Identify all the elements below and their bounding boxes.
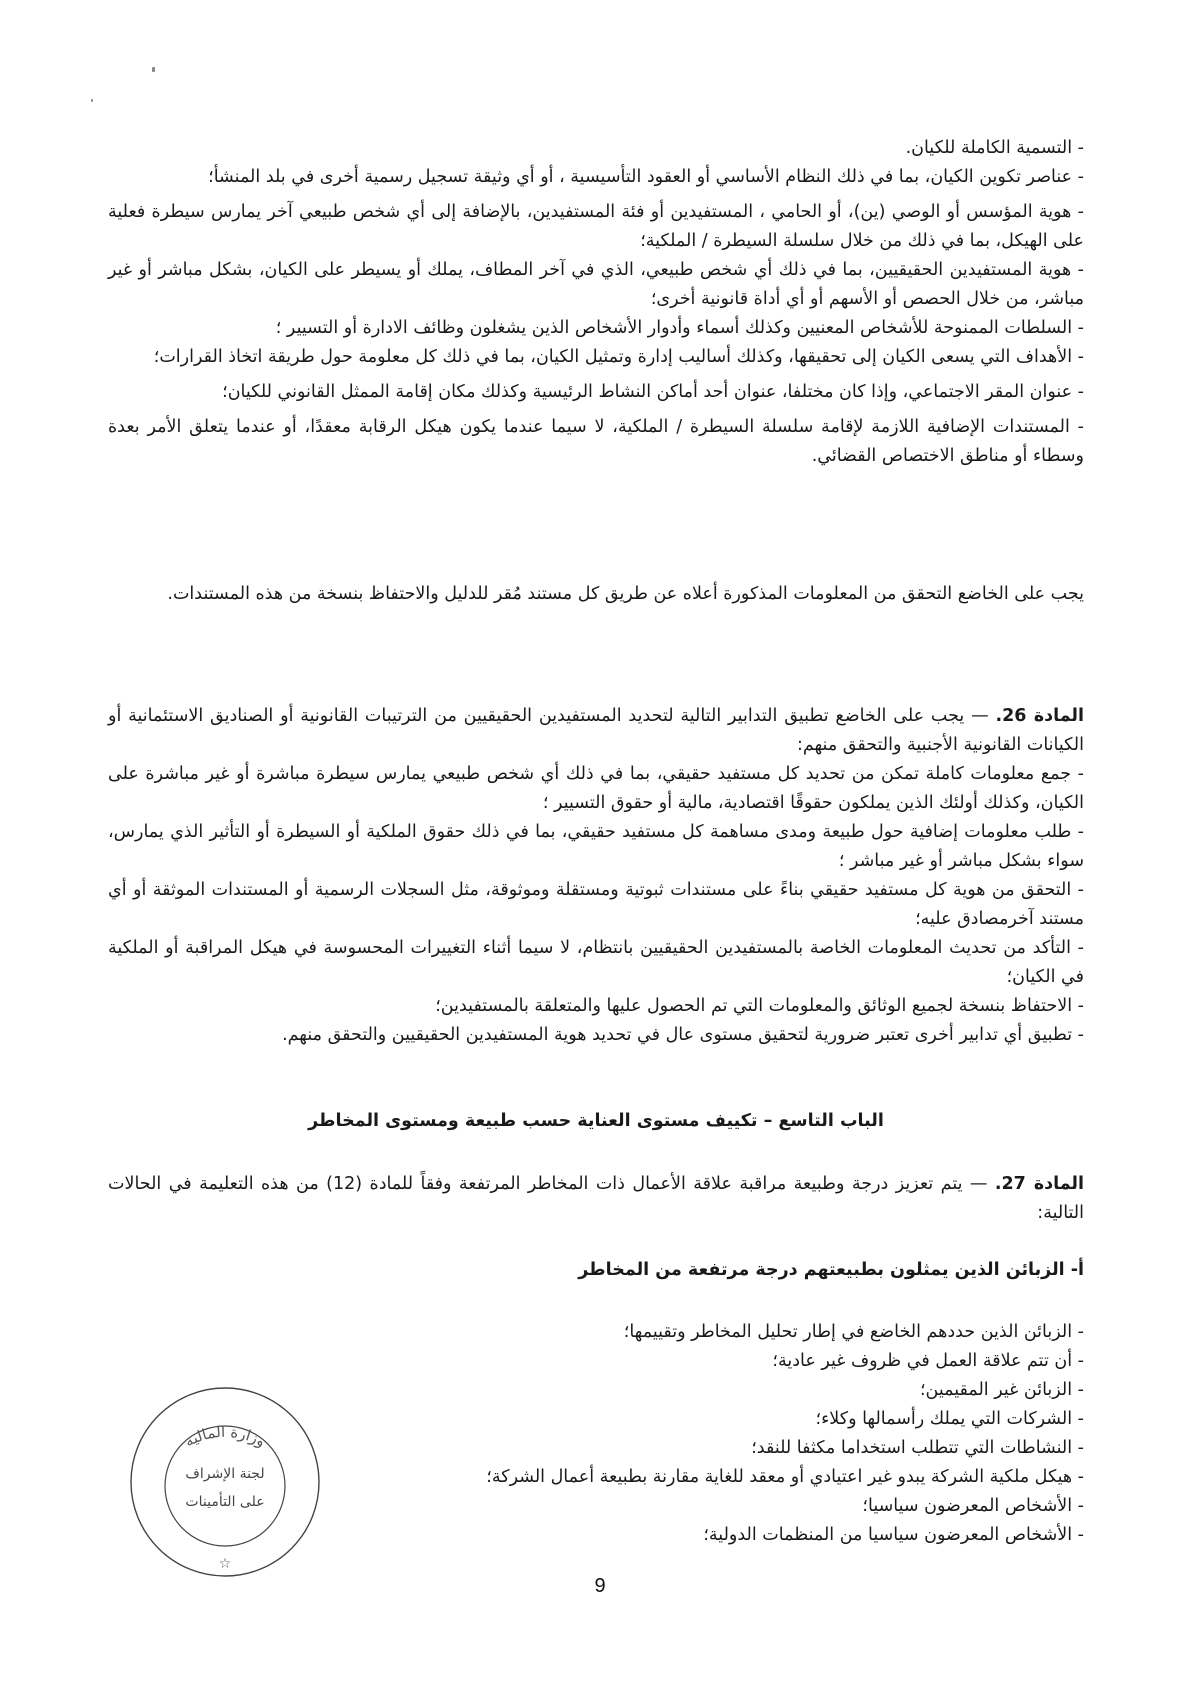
article-27-label: المادة 27.: [994, 1174, 1085, 1194]
high-risk-clients-heading: أ- الزبائن الذين يمثلون بطبيعتهم درجة مرتفعة من المخاطر: [578, 1260, 1084, 1280]
list-item: - الشركات التي يملك رأسمالها وكلاء؛: [815, 1409, 1084, 1429]
article-26-intro: [108, 702, 1084, 760]
scan-speck: [91, 99, 93, 102]
subheading: [108, 1256, 1084, 1285]
stamp-outer-text: وزارة المالية: [181, 1422, 269, 1451]
list-item: - تطبيق أي تدابير أخرى تعتبر ضرورية لتحقيق مستوى عال في تحديد هوية المستفيدين الحقيقيين والتحقق منهم.: [282, 1025, 1084, 1045]
list-item: - التحقق من هوية كل مستفيد حقيقي بناءً على مستندات ثبوتية ومستقلة وموثوقة، مثل السجلات الرسمية أو المستندات الموثقة أو أي مستند آخرمصادق عليه؛: [108, 880, 1084, 929]
verification-paragraph: [108, 580, 1084, 609]
official-stamp: [125, 1382, 325, 1582]
list-item: - الأهداف التي يسعى الكيان إلى تحقيقها، وكذلك أساليب إدارة وتمثيل الكيان، بما في ذلك كل معلومة حول طريقة اتخاذ القرارات؛: [153, 347, 1084, 367]
list-item: - الأشخاص المعرضون سياسيا؛: [862, 1496, 1084, 1516]
list-item: - هوية المؤسس أو الوصي (ين)، أو الحامي ، المستفيدين أو فئة المستفيدين، بالإضافة إلى أي شخص طبيعي آخر يمارس سيطرة فعلية على الهيكل، بما في ذلك من خلال سلسلة السيطرة / الملكية؛: [108, 202, 1084, 251]
list-item: - عنوان المقر الاجتماعي، وإذا كان مختلفا، عنوان أحد أماكن النشاط الرئيسية وكذلك مكان إقامة الممثل القانوني للكيان؛: [222, 382, 1084, 402]
list-item: - هيكل ملكية الشركة يبدو غير اعتيادي أو معقد للغاية مقارنة بطبيعة أعمال الشركة؛: [486, 1467, 1084, 1487]
list-item: - التسمية الكاملة للكيان.: [905, 138, 1084, 158]
list-item: - أن تتم علاقة العمل في ظروف غير عادية؛: [772, 1351, 1084, 1371]
list-item: - النشاطات التي تتطلب استخداما مكثفا للنقد؛: [751, 1438, 1084, 1458]
list-item: - التأكد من تحديث المعلومات الخاصة بالمستفيدين الحقيقيين بانتظام، لا سيما أثناء التغييرات المحسوسة في هيكل المراقبة أو الملكية في الكيان؛: [108, 938, 1084, 987]
page-number: 9: [594, 1575, 606, 1597]
list-item: - الزبائن الذين حددهم الخاضع في إطار تحليل المخاطر وتقييمها؛: [623, 1322, 1084, 1342]
article-26-intro-text: — يجب على الخاضع تطبيق التدابير التالية لتحديد المستفيدين الحقيقيين من الترتيبات القانونية أو الصناديق الاستئمانية أو الكيانات القانونية الأجنبية والتحقق منهم:: [108, 706, 1084, 755]
stamp-inner-ring: [165, 1426, 285, 1546]
list-item: - المستندات الإضافية اللازمة لإقامة سلسلة السيطرة / الملكية، لا سيما عندما يكون هيكل الرقابة معقدًا، أو عندما يتعلق الأمر بعدة وسطاء أو مناطق الاختصاص القضائي.: [108, 417, 1084, 466]
stamp-star-icon: ☆: [218, 1556, 232, 1572]
stamp-inner-line-2: على التأمينات: [185, 1494, 265, 1510]
list-item: - عناصر تكوين الكيان، بما في ذلك النظام الأساسي أو العقود التأسيسية ، أو أي وثيقة تسجيل رسمية أخرى في بلد المنشأ؛: [208, 167, 1084, 187]
chapter-title: الباب التاسع – تكييف مستوى العناية حسب طبيعة ومستوى المخاطر: [308, 1111, 884, 1131]
list-item: - جمع معلومات كاملة تمكن من تحديد كل مستفيد حقيقي، بما في ذلك أي شخص طبيعي يمارس سيطرة مباشرة أو غير مباشرة على الكيان، وكذلك أولئك الذين يملكون حقوقًا اقتصادية، مالية أو حقوق التسيير ؛: [108, 764, 1084, 813]
entity-info-list: [108, 134, 1084, 471]
stamp-outer-ring: [131, 1388, 319, 1576]
chapter-heading: [108, 1107, 1084, 1136]
stamp-inner-line-1: لجنة الإشراف: [185, 1466, 265, 1482]
article-27-intro: [108, 1170, 1084, 1228]
article-27-intro-text: — يتم تعزيز درجة وطبيعة مراقبة علاقة الأعمال ذات المخاطر المرتفعة وفقاً للمادة (12) من هذه التعليمة في الحالات التالية:: [108, 1174, 1084, 1223]
list-item: - هوية المستفيدين الحقيقيين، بما في ذلك أي شخص طبيعي، الذي في آخر المطاف، يملك أو يسيطر على الكيان، بشكل مباشر أو غير مباشر، من خلال الحصص أو الأسهم أو أي أداة قانونية أخرى؛: [108, 260, 1084, 309]
list-item: - الاحتفاظ بنسخة لجميع الوثائق والمعلومات التي تم الحصول عليها والمتعلقة بالمستفيدين؛: [435, 996, 1084, 1016]
article-26-label: المادة 26.: [995, 706, 1085, 726]
list-item: - السلطات الممنوحة للأشخاص المعنيين وكذلك أسماء وأدوار الأشخاص الذين يشغلون وظائف الادارة أو التسيير ؛: [275, 318, 1084, 338]
article-26: [108, 702, 1084, 1050]
scan-speck: [152, 67, 155, 72]
closing-paragraph: يجب على الخاضع التحقق من المعلومات المذكورة أعلاه عن طريق كل مستند مُقر للدليل والاحتفاظ بنسخة من هذه المستندات.: [167, 584, 1084, 604]
article-27: [108, 1170, 1084, 1228]
list-item: - الأشخاص المعرضون سياسيا من المنظمات الدولية؛: [703, 1525, 1084, 1545]
list-item: - طلب معلومات إضافية حول طبيعة ومدى مساهمة كل مستفيد حقيقي، بما في ذلك حقوق الملكية أو السيطرة أو التأثير الذي يمارس، سواء بشكل مباشر أو غير مباشر ؛: [108, 822, 1084, 871]
list-item: - الزبائن غير المقيمين؛: [919, 1380, 1084, 1400]
